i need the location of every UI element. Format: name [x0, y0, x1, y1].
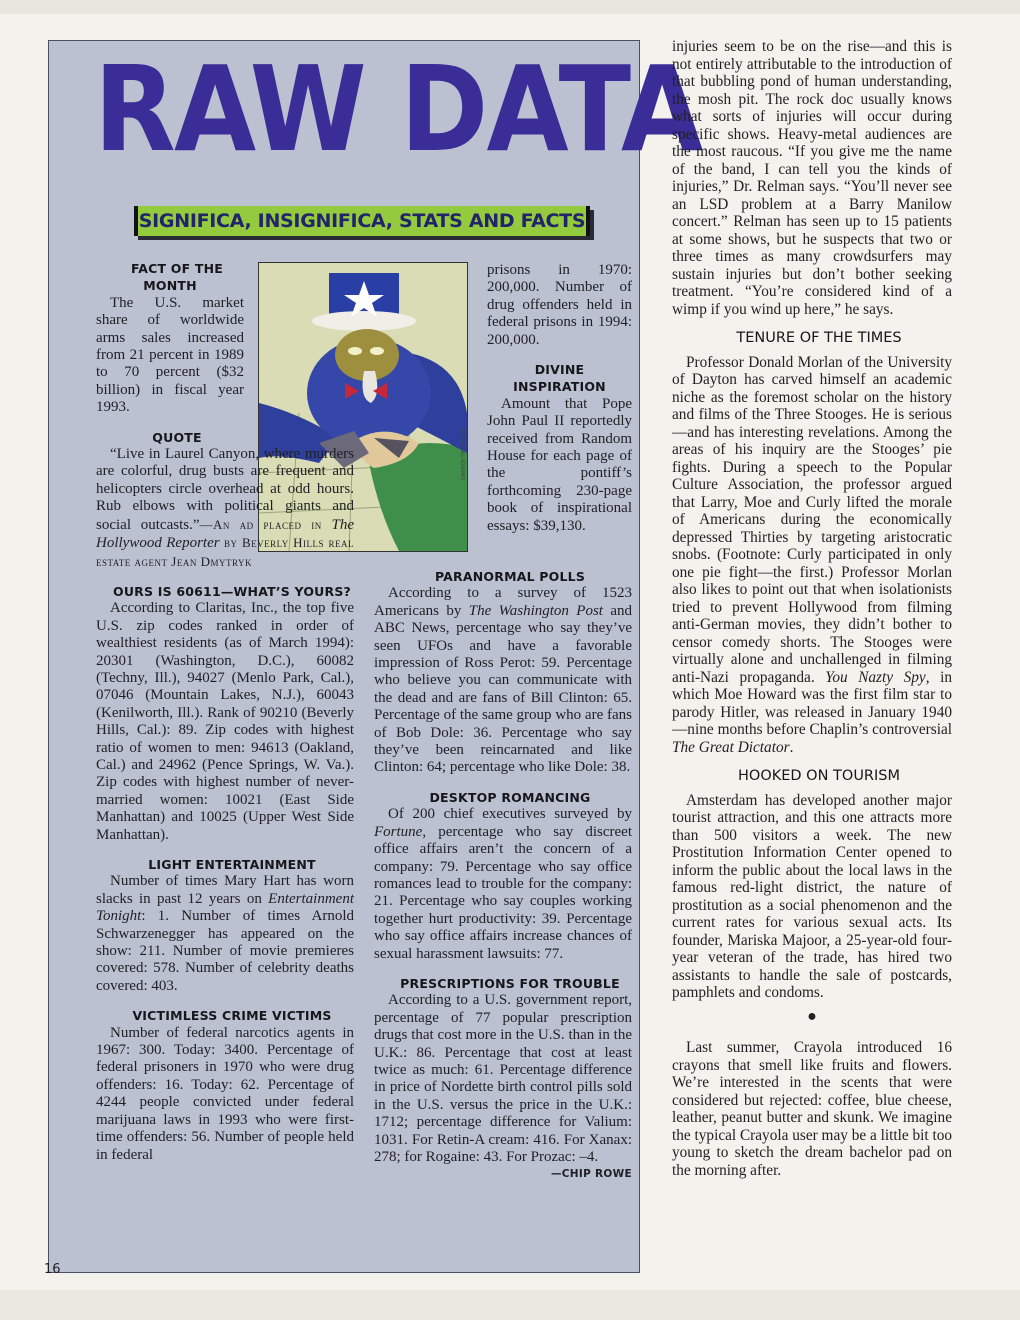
desktop-heading: DESKTOP ROMANCING — [429, 789, 591, 805]
mosh-text: injuries seem to be on the rise—and this is not entirely attributable to the introduction of that bubbling pond of human understanding, the mosh pit. The rock doc usually knows what sorts of injuries will occur during specific shows. Heavy-metal audiences are the most raucous. “If you give me the name of the band, I can tell you the kinds of injuries,” Dr. Relman says. “You’ll never see an LSD problem at a Barry Manilow concert.” Relman has seen up to 15 patients at some shows, but he suspects that two or three times as many crowdsurfers may sustain injuries but don’t bother seeking treatment. “You’re considered kind of a wimp if you wind up here,” he says. — [672, 38, 952, 318]
section-bullet: ● — [807, 1007, 817, 1025]
tenure-text-a: Professor Donald Morlan of the University of Dayton has carved himself an academic niche as the foremost scholar on the history and films of the Three Stooges. He is serious—and has interesting revelations. Among the areas of his inquiry are the Stooges’ pie fights. During a speech to the Popular Culture Association, the professor argued that Larry, Moe and Curly lifted the morale of Americans during the economically depressed Thirties by targeting aristocratic snobs. (Footnote: Curly participated in only one pie fight—the first.) Professor Morlan also likes to point out that when isolationists tried to prevent Hollywood from filming anti-German movies, they didn’t bother to censor comedy shorts. The Stooges were virtually alone and unchallenged in filming anti-Nazi propaganda. — [672, 353, 952, 686]
byline: —CHIP ROWE — [550, 1168, 632, 1181]
column-mid-top — [487, 262, 632, 535]
quote-heading: QUOTE — [152, 429, 202, 445]
prescriptions-heading: PRESCRIPTIONS FOR TROUBLE — [400, 975, 620, 991]
fact-section — [96, 260, 244, 417]
divine-heading: DIVINE INSPIRATION — [513, 362, 606, 395]
crayola-text: Last summer, Crayola introduced 16 crayons that smell like fruits and flowers. We’re interested in the scents that were considered but rejected: coffee, blue cheese, leather, peanut butter and skunk. We imagine the typical Crayola user may be a little bit too young to sketch the dream bachelor pad on the morning after. — [672, 1039, 952, 1179]
quote-section — [96, 429, 354, 571]
victimless-heading: VICTIMLESS CRIME VICTIMS — [132, 1008, 332, 1024]
paranormal-text-a: According to a survey of 1523 Americans by — [374, 585, 632, 619]
light-text — [96, 873, 354, 995]
column-right — [672, 38, 952, 1179]
page-number: 16 — [44, 1262, 61, 1277]
tourism-heading: HOOKED ON TOURISM — [738, 768, 900, 784]
light-show-title: Entertainment Tonight — [96, 890, 354, 925]
paranormal-heading: PARANORMAL POLLS — [434, 569, 586, 584]
tenure-text — [672, 354, 952, 757]
tenure-text-b: , in which Moe Howard was the first film star to parody Hitler, was released in January 1940—nine months before Chaplin’s controversial — [672, 668, 953, 738]
masthead-title: RAW DATA — [94, 40, 702, 178]
tenure-film2: The Great Dictator — [672, 738, 790, 756]
light-section — [96, 856, 354, 995]
light-heading: LIGHT ENTERTAINMENT — [148, 857, 316, 872]
victimless-text: Number of federal narcotics agents in 1967: 300. Today: 3400. Percentage of federal prisoners in 1970 who were drug offenders: 16. Today: 62. Percentage of 4244 people convicted under federal marijuana laws in 1993 who were first-time offenders: 56. Number of people held in federal — [96, 1024, 354, 1163]
zip-section — [96, 583, 354, 844]
quote-body: “Live in Laurel Canyon, where murders are colorful, drug busts are frequent and helicopters circle overhead at odd hours. Rub elbows with political giants and social outcasts.” — [96, 446, 354, 533]
paranormal-section — [374, 568, 632, 777]
quote-source-publication: The Hollywood Reporter — [96, 516, 354, 552]
zip-text: According to Claritas, Inc., the top five U.S. zip codes ranked in order of wealthiest residents (as of March 1994): 20301 (Washington, D.C.), 60082 (Techny, Ill.), 94027 (Menlo Park, Cal.), 07046 (Mountain Lakes, N.J.), 60043 (Kenilworth, Ill.). Rank of 90210 (Beverly Hills, Cal.): 89. Zip codes with highest ratio of women to men: 94613 (Oakland, Cal.) and 24962 (Pence Springs, W. Va.). Zip codes with highest number of never-married women: 10021 (East Side Manhattan) and 10025 (Upper West Side Manhattan). — [96, 600, 354, 843]
illustration-credit: DARREN THOMPSON — [461, 428, 467, 480]
page-edge-top — [0, 0, 1020, 14]
page-edge-bottom — [0, 1290, 1020, 1320]
desktop-source: Fortune — [374, 823, 423, 840]
tenure-text-c: . — [789, 738, 794, 756]
zip-heading: OURS IS 60611—WHAT’S YOURS? — [113, 583, 351, 599]
prescriptions-section — [374, 975, 632, 1181]
tenure-heading: TENURE OF THE TIMES — [736, 330, 902, 346]
masthead-subtitle: SIGNIFICA, INSIGNIFICA, STATS AND FACTS — [134, 206, 590, 236]
quote-text — [96, 446, 354, 571]
prescriptions-body: According to a U.S. government report, percentage of 77 popular prescription drugs that cost more in the U.S. than in the U.K.: 86. Percentage that cost at least twice as much: 61. Percentage difference in price of Nordette birth control pills sold in the U.S. versus the price in the U.K.: 1712; percentage difference for Valium: 1031. For Retin-A cream: 416. For Xanax: 278; for Rogaine: 43. For Prozac: –4. — [374, 992, 632, 1165]
tourism-text: Amsterdam has developed another major tourist attraction, and this one attracts more than 500 visitors a week. The new Prostitution Information Center opened to inform the public about the local laws in the famous red-light district, the nature of prostitution as a social phenomenon and the current rates for various sexual acts. Its founder, Mariska Majoor, a 25-year-old four-year veteran of the trade, has hired two assistants to handle the sale of postcards, pamphlets and condoms. — [672, 791, 952, 1001]
quote-source-lead: —An ad placed in — [199, 516, 332, 532]
desktop-text — [374, 806, 632, 963]
tenure-film: You Nazty Spy — [825, 668, 926, 686]
paranormal-source: The Washington Post — [468, 602, 603, 619]
quote-source-tail: by Beverly Hills real estate agent Jean Dmytryk — [96, 535, 354, 569]
fact-text: The U.S. market share of worldwide arms sales increased from 21 percent in 1989 to 70 percent ($32 billion) in fiscal year 1993. — [96, 294, 244, 416]
prescriptions-text — [374, 992, 632, 1181]
paranormal-text — [374, 585, 632, 776]
column-left — [96, 260, 354, 1164]
desktop-section — [374, 789, 632, 963]
column-middle — [374, 568, 632, 1184]
light-text-a: Number of times Mary Hart has worn slacks in past 12 years on — [96, 873, 354, 907]
victimless-section — [96, 1007, 354, 1164]
victimless-continued: prisons in 1970: 200,000. Number of drug offenders held in federal prisons in 1994: 200,000. — [487, 262, 632, 348]
divine-text: Amount that Pope John Paul II reportedly received from Random House for each page of the pontiff’s forthcoming 230-page book of inspirational essays: $39,130. — [487, 395, 632, 534]
light-text-b: : 1. Number of times Arnold Schwarzenegger has appeared on the show: 211. Number of movie premieres covered: 578. Number of celebrity deaths covered: 403. — [96, 908, 354, 994]
desktop-text-b: , percentage who say discreet office affairs aren’t the concern of a company: 79. Percentage who say office romances lead to trouble for the company: 21. Percentage who say couples working together hurt productivity: 39. Percentage who say office affairs increase chances of sexual harassment lawsuits: 77. — [374, 823, 632, 962]
desktop-text-a: Of 200 chief executives surveyed by — [388, 806, 632, 823]
paranormal-text-b: and ABC News, percentage who say they’ve seen UFOs and have a favorable impression of Ross Perot: 59. Percentage who believe you can communicate with the dead and are fans of Bill Clinton: 65. Percentage of the same group who are fans of Bob Dole: 36. Percentage who say they’ve been reincarnated and like Clinton: 64; percentage who like Dole: 38. — [374, 602, 632, 776]
fact-heading: FACT OF THE MONTH — [130, 261, 224, 294]
